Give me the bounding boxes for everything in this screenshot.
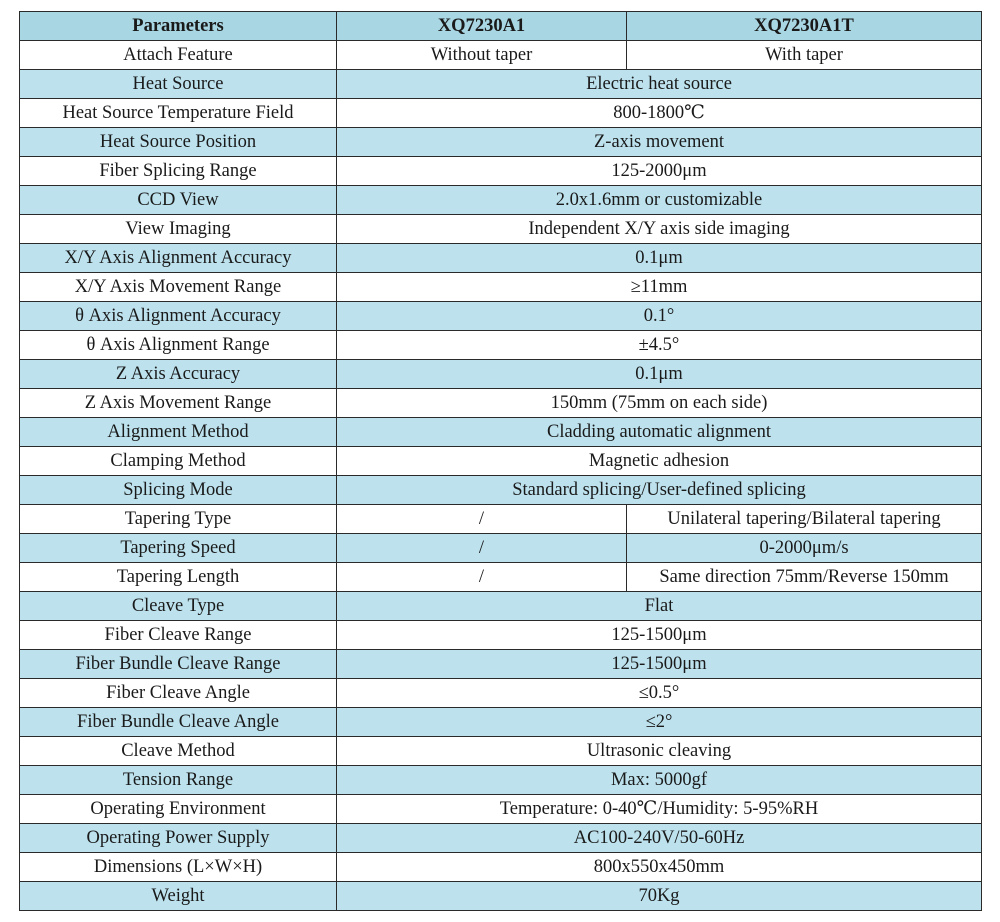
param-value: ≤0.5° [337, 679, 982, 708]
table-row [20, 505, 982, 534]
header-model-b: XQ7230A1T [627, 12, 982, 41]
spec-body [20, 41, 982, 911]
param-value: 2.0x1.6mm or customizable [337, 186, 982, 215]
param-label: Cleave Type [20, 592, 337, 621]
param-label: Heat Source [20, 70, 337, 99]
param-value: Temperature: 0-40℃/Humidity: 5-95%RH [337, 795, 982, 824]
table-row [20, 41, 982, 70]
table-row [20, 708, 982, 737]
param-label: Heat Source Temperature Field [20, 99, 337, 128]
param-value-model-b: 0-2000μm/s [627, 534, 982, 563]
table-row [20, 360, 982, 389]
param-label: Splicing Mode [20, 476, 337, 505]
spec-table [19, 11, 982, 911]
param-value: 0.1μm [337, 244, 982, 273]
param-value: Cladding automatic alignment [337, 418, 982, 447]
param-value: 125-1500μm [337, 650, 982, 679]
param-value: Standard splicing/User-defined splicing [337, 476, 982, 505]
param-value: Flat [337, 592, 982, 621]
param-value: Ultrasonic cleaving [337, 737, 982, 766]
table-row [20, 215, 982, 244]
param-label: Heat Source Position [20, 128, 337, 157]
table-row [20, 534, 982, 563]
param-label: θ Axis Alignment Range [20, 331, 337, 360]
param-value: Magnetic adhesion [337, 447, 982, 476]
param-value-model-b: With taper [627, 41, 982, 70]
param-label: CCD View [20, 186, 337, 215]
param-label: Attach Feature [20, 41, 337, 70]
table-row [20, 621, 982, 650]
table-row [20, 882, 982, 911]
param-value: Electric heat source [337, 70, 982, 99]
param-label: X/Y Axis Alignment Accuracy [20, 244, 337, 273]
table-row [20, 418, 982, 447]
table-row [20, 447, 982, 476]
table-row [20, 679, 982, 708]
table-row [20, 650, 982, 679]
param-value: ≤2° [337, 708, 982, 737]
param-value: 125-2000μm [337, 157, 982, 186]
param-value: 0.1μm [337, 360, 982, 389]
table-row [20, 302, 982, 331]
table-row [20, 853, 982, 882]
table-row [20, 766, 982, 795]
table-row [20, 244, 982, 273]
param-label: Fiber Cleave Angle [20, 679, 337, 708]
param-value: ±4.5° [337, 331, 982, 360]
param-label: Fiber Bundle Cleave Range [20, 650, 337, 679]
param-label: Weight [20, 882, 337, 911]
table-row [20, 70, 982, 99]
param-label: Dimensions (L×W×H) [20, 853, 337, 882]
table-row [20, 331, 982, 360]
param-value: 70Kg [337, 882, 982, 911]
param-label: View Imaging [20, 215, 337, 244]
param-value: 150mm (75mm on each side) [337, 389, 982, 418]
param-label: Clamping Method [20, 447, 337, 476]
table-row [20, 389, 982, 418]
param-label: Tapering Length [20, 563, 337, 592]
table-row [20, 186, 982, 215]
param-value: Z-axis movement [337, 128, 982, 157]
param-value: Max: 5000gf [337, 766, 982, 795]
table-row [20, 795, 982, 824]
param-label: Operating Power Supply [20, 824, 337, 853]
param-value-model-a: / [337, 563, 627, 592]
table-row [20, 592, 982, 621]
param-label: Tapering Speed [20, 534, 337, 563]
param-value-model-b: Unilateral tapering/Bilateral tapering [627, 505, 982, 534]
param-label: Cleave Method [20, 737, 337, 766]
param-value-model-a: Without taper [337, 41, 627, 70]
param-label: Fiber Splicing Range [20, 157, 337, 186]
param-label: θ Axis Alignment Accuracy [20, 302, 337, 331]
param-label: Fiber Bundle Cleave Angle [20, 708, 337, 737]
table-row [20, 157, 982, 186]
param-label: Tension Range [20, 766, 337, 795]
param-value: 800-1800℃ [337, 99, 982, 128]
param-value: AC100-240V/50-60Hz [337, 824, 982, 853]
table-row [20, 737, 982, 766]
param-value: 800x550x450mm [337, 853, 982, 882]
param-label: Z Axis Movement Range [20, 389, 337, 418]
param-value-model-a: / [337, 534, 627, 563]
param-label: Operating Environment [20, 795, 337, 824]
param-value: 125-1500μm [337, 621, 982, 650]
param-label: X/Y Axis Movement Range [20, 273, 337, 302]
param-label: Fiber Cleave Range [20, 621, 337, 650]
table-row [20, 476, 982, 505]
param-value-model-a: / [337, 505, 627, 534]
table-row [20, 128, 982, 157]
table-row [20, 563, 982, 592]
param-label: Alignment Method [20, 418, 337, 447]
header-model-a: XQ7230A1 [337, 12, 627, 41]
table-row [20, 273, 982, 302]
header-row [20, 12, 982, 41]
table-row [20, 99, 982, 128]
header-parameters: Parameters [20, 12, 337, 41]
param-value: 0.1° [337, 302, 982, 331]
param-value: ≥11mm [337, 273, 982, 302]
param-label: Z Axis Accuracy [20, 360, 337, 389]
table-row [20, 824, 982, 853]
param-value-model-b: Same direction 75mm/Reverse 150mm [627, 563, 982, 592]
param-value: Independent X/Y axis side imaging [337, 215, 982, 244]
param-label: Tapering Type [20, 505, 337, 534]
